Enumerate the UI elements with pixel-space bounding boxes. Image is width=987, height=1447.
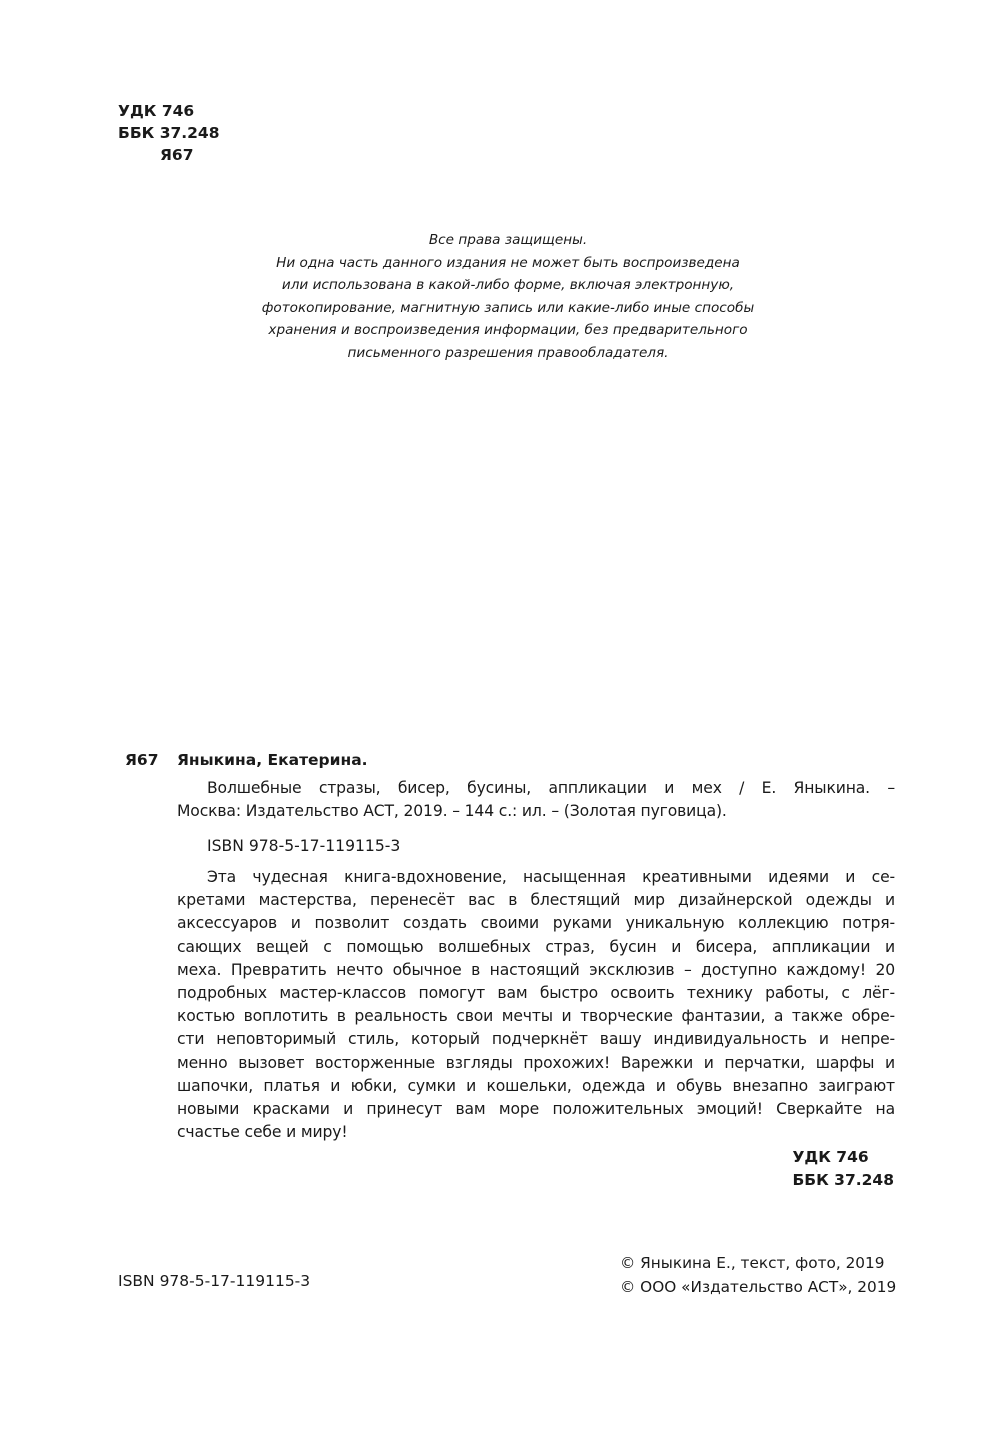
rights-line: письменного разрешения правообладателя. <box>347 344 669 361</box>
annotation-line: Эта чудесная книга-вдохновение, насыщенная креативными идеями и се- <box>207 868 895 886</box>
annotation-line: меха. Превратить нечто обычное в настоящий эксклюзив – доступно каждому! 20 <box>177 960 895 979</box>
copyright-block <box>620 1252 896 1299</box>
classification-block <box>118 100 220 166</box>
annotation-line: аксессуаров и позволит создать своими руками уникальную коллекцию потря- <box>177 914 895 933</box>
rights-line: хранения и воспроизведения информации, без предварительного <box>268 322 748 339</box>
rights-line: или использована в какой-либо форме, включая электронную, <box>281 277 735 294</box>
annotation-line: менно вызовет восторженные взгляды прохожих! Варежки и перчатки, шарфы и <box>177 1053 895 1072</box>
annotation-line: подробных мастер-классов помогут вам быстро освоить технику работы, с лёг- <box>177 984 895 1003</box>
annotation-line: сти неповторимый стиль, который подчеркнёт вашу индивидуальность и непре- <box>177 1030 895 1049</box>
entry-bbk: ББК 37.248 <box>792 1171 894 1189</box>
entry-code: Я67 <box>125 751 159 769</box>
rights-line: фотокопирование, магнитную запись или какие-либо иные способы <box>261 299 755 316</box>
author-sign: Я67 <box>160 146 194 164</box>
copyright-line: © Яныкина Е., текст, фото, 2019 <box>620 1254 885 1272</box>
title-line: Москва: Издательство АСТ, 2019. – 144 с.: ил. – (Золотая пуговица). <box>177 802 727 821</box>
annotation-line: шапочки, платья и юбки, сумки и кошельки, одежда и обувь внезапно заиграют <box>177 1076 895 1095</box>
annotation-line: счастье себе и миру! <box>177 1123 348 1142</box>
udk-code: УДК 746 <box>118 102 195 120</box>
rights-notice <box>170 229 846 365</box>
rights-line: Все права защищены. <box>428 232 588 248</box>
annotation-line: новыми красками и принесут вам море положительных эмоций! Сверкайте на <box>177 1100 895 1119</box>
annotation-line: костью воплотить в реальность свои мечты и творческие фантазии, а также обре- <box>177 1007 895 1026</box>
annotation-line: сающих вещей с помощью волшебных страз, бусин и бисера, аппликации и <box>177 937 895 956</box>
copyright-line: © ООО «Издательство АСТ», 2019 <box>620 1277 897 1296</box>
bbk-code: ББК 37.248 <box>118 124 220 142</box>
footer-isbn: ISBN 978-5-17-119115-3 <box>118 1272 311 1290</box>
entry-isbn: ISBN 978-5-17-119115-3 <box>207 837 401 855</box>
annotation <box>177 866 895 1144</box>
title-line: Волшебные стразы, бисер, бусины, аппликации и мех / Е. Яныкина. – <box>207 779 895 797</box>
entry-author: Яныкина, Екатерина. <box>177 751 368 769</box>
annotation-line: кретами мастерства, перенесёт вас в блестящий мир дизайнерской одежды и <box>177 891 895 910</box>
rights-line: Ни одна часть данного издания не может быть воспроизведена <box>276 254 740 271</box>
entry-udk: УДК 746 <box>792 1148 869 1166</box>
entry-classification <box>792 1146 894 1192</box>
entry-title <box>177 777 895 823</box>
